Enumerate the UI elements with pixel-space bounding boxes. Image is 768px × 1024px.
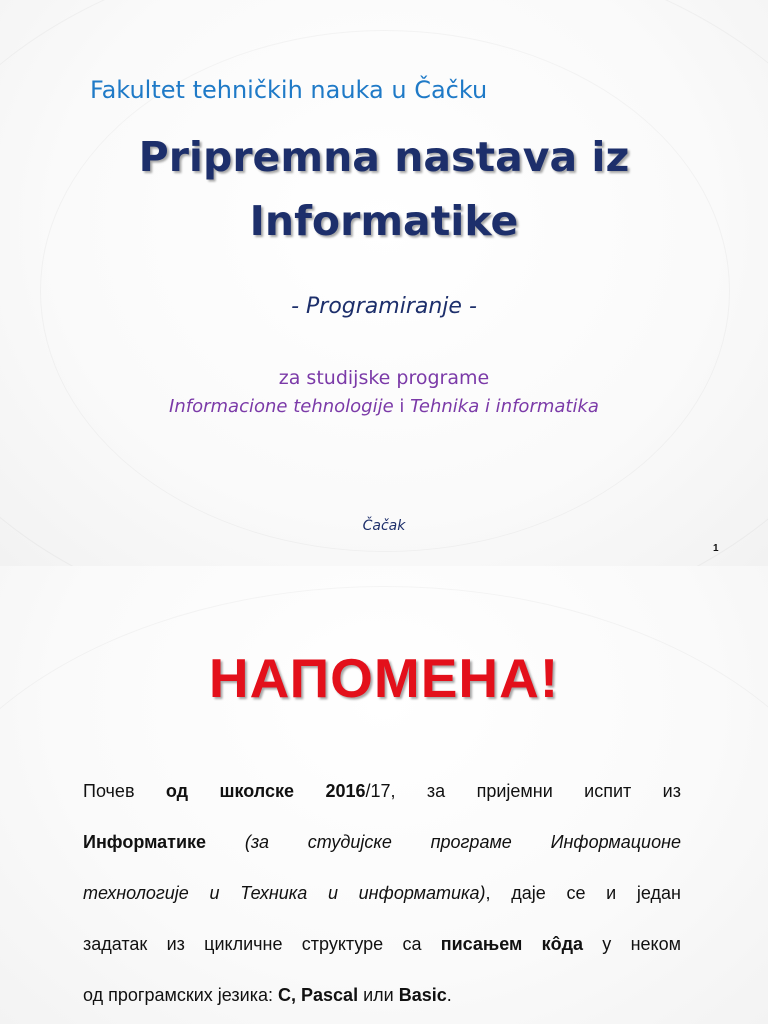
text-run: задатак из цикличне структуре са bbox=[83, 934, 441, 954]
subtitle: - Programiranje - bbox=[291, 294, 477, 319]
paragraph-line bbox=[83, 919, 681, 970]
paragraph-line bbox=[83, 970, 681, 1021]
program-ti: Tehnika i informatika bbox=[410, 396, 599, 417]
city-name: Čačak bbox=[362, 518, 406, 534]
decorative-circle bbox=[40, 30, 730, 552]
paragraph-line bbox=[83, 868, 681, 919]
text-run-bold: од школске 2016 bbox=[165, 781, 366, 801]
notice-paragraph bbox=[83, 766, 681, 1021]
text-run: , даје се и један bbox=[485, 883, 681, 903]
language-c: C bbox=[278, 985, 291, 1005]
text-run: . bbox=[446, 985, 452, 1005]
program-joiner: i bbox=[393, 396, 411, 417]
text-run: или bbox=[358, 985, 399, 1005]
paragraph-line bbox=[83, 766, 681, 817]
language-pascal: Pascal bbox=[301, 985, 359, 1005]
language-basic: Basic bbox=[398, 985, 447, 1005]
programs-list bbox=[0, 396, 768, 417]
text-run: /17, за пријемни испит из bbox=[365, 781, 681, 801]
text-run: од програмских језика: bbox=[83, 985, 278, 1005]
notice-slide bbox=[0, 566, 768, 1024]
text-run-italic: (за студијске програме Информационе bbox=[206, 832, 681, 852]
page-number: 1 bbox=[713, 543, 719, 554]
text-run: у неком bbox=[583, 934, 681, 954]
paragraph-line bbox=[83, 817, 681, 868]
title-line-2: Informatike bbox=[249, 197, 519, 245]
text-run: Почев bbox=[83, 781, 166, 801]
text-run-bold: Информатике bbox=[83, 832, 207, 852]
text-run-bold: , bbox=[291, 985, 302, 1005]
faculty-name: Fakultet tehničkih nauka u Čačku bbox=[90, 76, 488, 104]
programs-intro: za studijske programe bbox=[278, 367, 490, 389]
text-run-bold: писањем кôда bbox=[440, 934, 584, 954]
title-line-1: Pripremna nastava iz bbox=[138, 133, 630, 181]
text-run-italic: технологије и Техника и информатика) bbox=[83, 883, 486, 903]
program-it: Informacione tehnologije bbox=[169, 396, 394, 417]
notice-title: НАПОМЕНА! bbox=[208, 647, 560, 709]
